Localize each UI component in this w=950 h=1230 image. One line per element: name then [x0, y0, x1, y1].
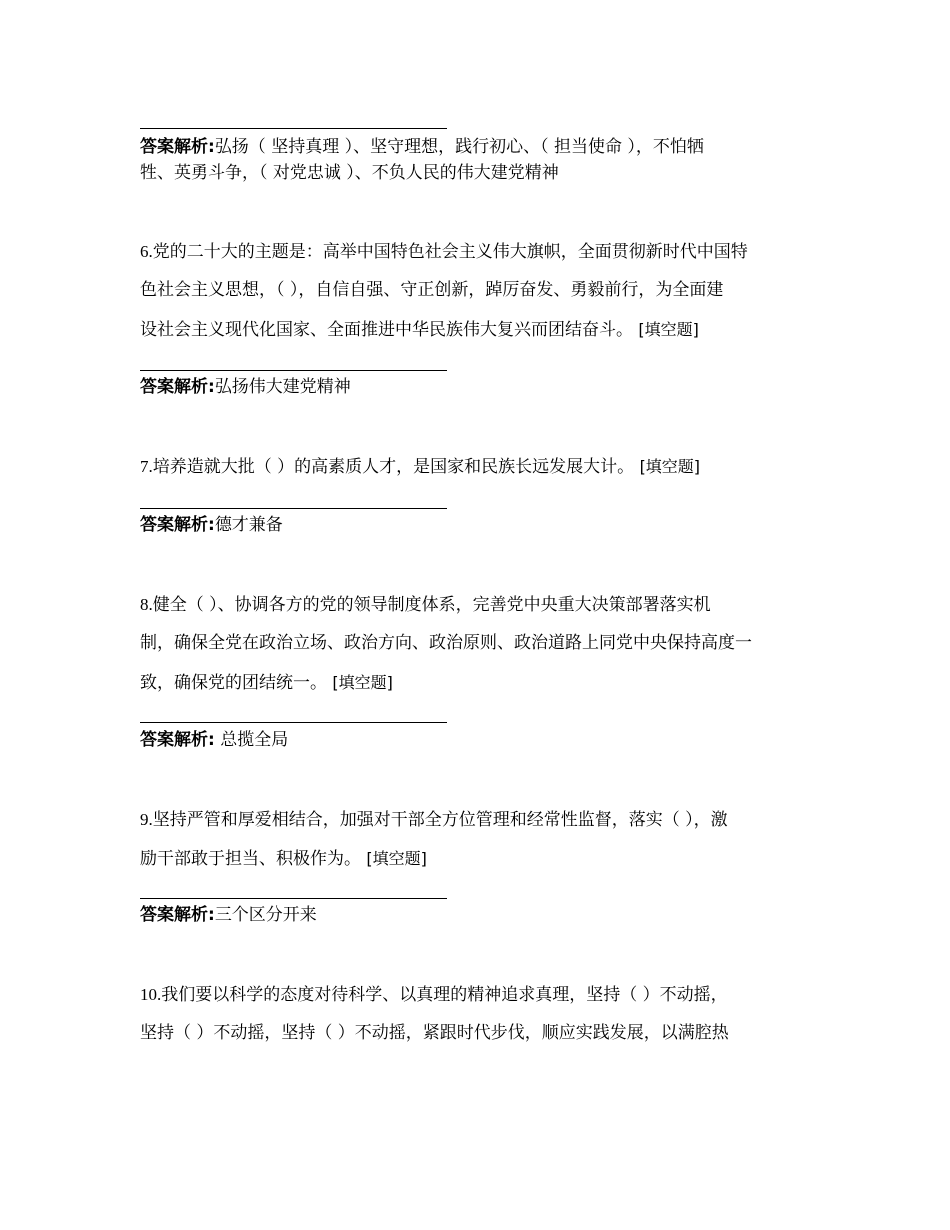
answer-5: [140, 134, 820, 186]
answer-divider: [140, 128, 447, 129]
question-text: 制，确保全党在政治立场、政治方向、政治原则、政治道路上同党中央保持高度一: [140, 633, 752, 653]
question-7: [140, 447, 820, 486]
question-type-tag: [填空题]: [639, 457, 701, 476]
question-9: [140, 800, 820, 878]
answer-text: 三个区分开来: [214, 905, 317, 925]
answer-9: [140, 902, 820, 928]
answer-text: 总揽全局: [214, 730, 289, 750]
question-text: 健全（ ）、协调各方的党的领导制度体系，完善党中央重大决策部署落实机: [152, 595, 711, 615]
answer-8: [140, 727, 820, 753]
question-number: 10.: [140, 985, 162, 1004]
question-number: 9.: [140, 810, 153, 829]
answer-divider: [140, 370, 447, 371]
answer-label: 答案解析:: [140, 905, 215, 925]
question-10: [140, 975, 820, 1053]
question-type-tag: [填空题]: [366, 849, 427, 868]
answer-text: 弘扬伟大建党精神: [214, 377, 351, 397]
question-text: 励干部敢于担当、积极作为。: [140, 849, 361, 869]
answer-text: 牲、英勇斗争，（ 对党忠诚 ）、不负人民的伟大建党精神: [140, 163, 559, 183]
answer-7: [140, 512, 820, 538]
question-number: 8.: [140, 595, 153, 614]
question-type-tag: [填空题]: [638, 320, 699, 339]
answer-text: 弘扬（ 坚持真理 ）、坚守理想，践行初心、（ 担当使命 ），不怕牺: [214, 137, 704, 157]
question-text: 色社会主义思想，（ ），自信自强、守正创新，踔厉奋发、勇毅前行，为全面建: [140, 280, 724, 300]
question-number: 6.: [140, 242, 153, 261]
question-text: 致，确保党的团结统一。: [140, 673, 327, 693]
answer-divider: [140, 722, 447, 723]
question-type-tag: [填空题]: [332, 673, 393, 692]
question-text: 设社会主义现代化国家、全面推进中华民族伟大复兴而团结奋斗。: [140, 320, 633, 340]
question-text: 培养造就大批（ ）的高素质人才，是国家和民族长远发展大计。: [152, 457, 635, 477]
question-8: [140, 585, 820, 702]
question-text: 坚持（ ）不动摇，坚持（ ）不动摇，紧跟时代步伐，顺应实践发展，以满腔热: [140, 1023, 729, 1043]
question-text: 我们要以科学的态度对待科学、以真理的精神追求真理，坚持（ ）不动摇，: [161, 985, 728, 1005]
question-number: 7.: [140, 457, 153, 476]
answer-label: 答案解析:: [140, 515, 215, 535]
answer-label: 答案解析:: [140, 137, 215, 157]
answer-6: [140, 374, 820, 400]
question-text: 坚持严管和厚爱相结合，加强对干部全方位管理和经常性监督，落实（ ），激: [152, 810, 728, 830]
question-text: 党的二十大的主题是：高举中国特色社会主义伟大旗帜，全面贯彻新时代中国特: [152, 242, 748, 262]
answer-divider: [140, 898, 447, 899]
question-6: [140, 232, 820, 349]
answer-label: 答案解析:: [140, 377, 215, 397]
answer-text: 德才兼备: [214, 515, 283, 535]
answer-label: 答案解析:: [140, 730, 215, 750]
answer-divider: [140, 508, 447, 509]
